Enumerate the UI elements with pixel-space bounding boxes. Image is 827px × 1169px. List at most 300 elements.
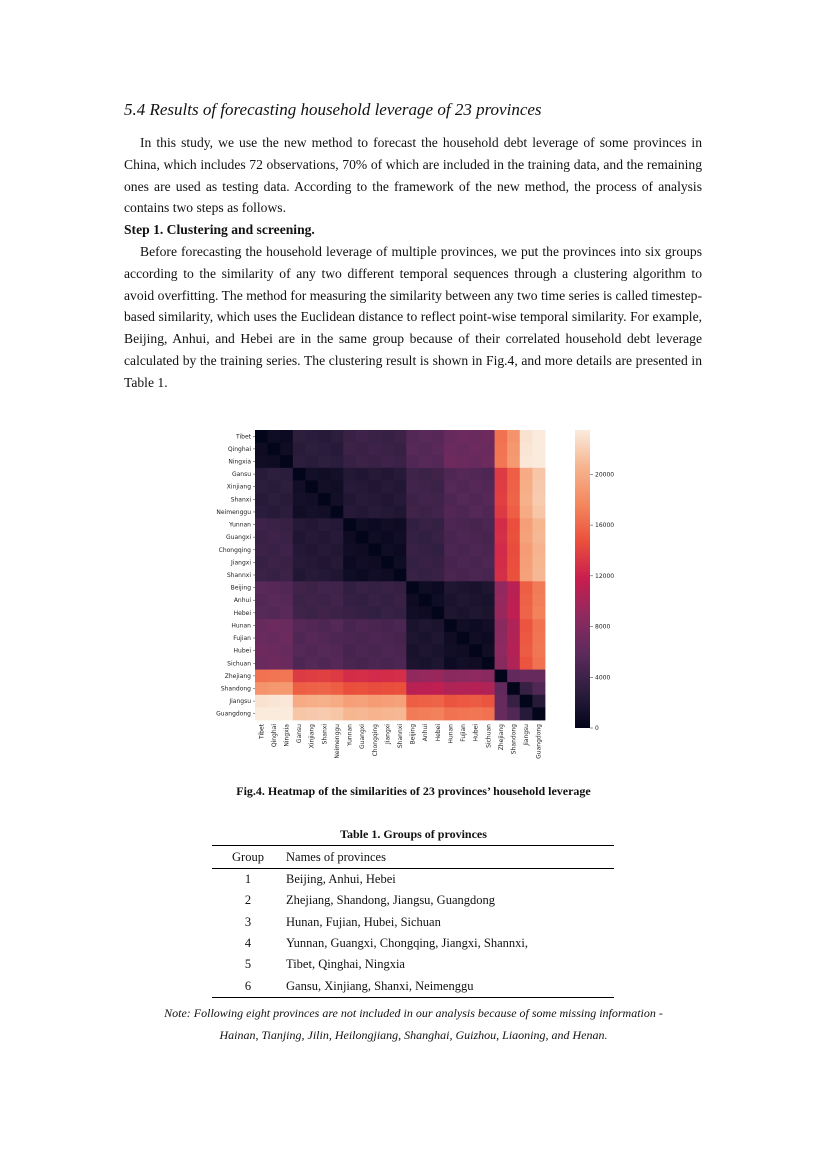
- heatmap-cell: [495, 543, 508, 556]
- heatmap-cell: [507, 644, 520, 657]
- y-tick-label: Neimenggu: [216, 508, 251, 516]
- heatmap-cell: [507, 556, 520, 569]
- heatmap-cell: [520, 506, 533, 519]
- heatmap-cell: [293, 569, 306, 582]
- heatmap-cell: [507, 707, 520, 720]
- y-tick-label: Shanxi: [230, 496, 251, 504]
- x-tick-label: Anhui: [422, 724, 430, 742]
- heatmap-cell: [305, 556, 318, 569]
- heatmap-cell: [305, 695, 318, 708]
- heatmap-cell: [432, 518, 445, 531]
- heatmap-cell: [293, 695, 306, 708]
- heatmap-cell: [469, 682, 482, 695]
- heatmap-cell: [532, 657, 545, 670]
- heatmap-cell: [495, 455, 508, 468]
- table-header-row: [212, 846, 614, 869]
- heatmap-cell: [356, 443, 369, 456]
- note-label: Note: [164, 1006, 187, 1020]
- heatmap-cell: [318, 644, 331, 657]
- heatmap-y-labels: [216, 433, 255, 717]
- table-row: [212, 890, 614, 911]
- heatmap-cell: [444, 543, 457, 556]
- heatmap-cell: [368, 670, 381, 683]
- group-provinces: Beijing, Anhui, Hebei: [286, 872, 396, 887]
- heatmap-cell: [457, 543, 470, 556]
- x-tick-label: Fujian: [460, 724, 468, 742]
- heatmap-cell: [444, 682, 457, 695]
- heatmap-cell: [381, 632, 394, 645]
- heatmap-cell: [532, 518, 545, 531]
- heatmap-cell: [268, 543, 281, 556]
- heatmap-cell: [280, 506, 293, 519]
- heatmap-cell: [495, 695, 508, 708]
- heatmap-cell: [268, 506, 281, 519]
- heatmap-cell: [532, 569, 545, 582]
- heatmap-cell: [356, 455, 369, 468]
- heatmap-cell: [268, 556, 281, 569]
- heatmap-cell: [331, 430, 344, 443]
- y-tick-label: Tibet: [236, 433, 251, 441]
- heatmap-cell: [318, 657, 331, 670]
- heatmap-cell: [280, 632, 293, 645]
- heatmap-cell: [280, 430, 293, 443]
- heatmap-cell: [457, 594, 470, 607]
- heatmap-cell: [368, 543, 381, 556]
- heatmap-cell: [432, 443, 445, 456]
- heatmap-cell: [406, 543, 419, 556]
- heatmap-cell: [394, 430, 407, 443]
- heatmap-cell: [280, 480, 293, 493]
- heatmap-cell: [507, 430, 520, 443]
- heatmap-cell: [268, 657, 281, 670]
- heatmap-cell: [255, 707, 268, 720]
- heatmap-x-labels: [258, 723, 542, 758]
- heatmap-cell: [381, 506, 394, 519]
- heatmap-cell: [419, 632, 432, 645]
- heatmap-cell: [268, 619, 281, 632]
- heatmap-cell: [457, 480, 470, 493]
- heatmap-cell: [394, 607, 407, 620]
- heatmap-cell: [318, 707, 331, 720]
- heatmap-cell: [356, 594, 369, 607]
- heatmap-cell: [268, 670, 281, 683]
- heatmap-cell: [532, 594, 545, 607]
- heatmap-cell: [507, 657, 520, 670]
- heatmap-cell: [520, 480, 533, 493]
- heatmap-cell: [469, 569, 482, 582]
- heatmap-cell: [532, 670, 545, 683]
- heatmap-cell: [305, 632, 318, 645]
- heatmap-cell: [356, 493, 369, 506]
- heatmap-cell: [305, 518, 318, 531]
- heatmap-cell: [482, 531, 495, 544]
- heatmap-cell: [444, 430, 457, 443]
- heatmap-cell: [381, 644, 394, 657]
- heatmap-cell: [406, 632, 419, 645]
- heatmap-cell: [381, 480, 394, 493]
- heatmap-cell: [356, 707, 369, 720]
- heatmap-cell: [482, 430, 495, 443]
- heatmap-cell: [305, 506, 318, 519]
- heatmap-cell: [394, 468, 407, 481]
- heatmap-cell: [255, 506, 268, 519]
- heatmap-cell: [520, 430, 533, 443]
- heatmap-cell: [406, 430, 419, 443]
- heatmap-cell: [293, 430, 306, 443]
- heatmap-cell: [495, 569, 508, 582]
- heatmap-cell: [507, 619, 520, 632]
- heatmap-cell: [532, 695, 545, 708]
- heatmap-cell: [394, 594, 407, 607]
- heatmap-cell: [495, 443, 508, 456]
- heatmap-cell: [495, 468, 508, 481]
- heatmap-cell: [318, 619, 331, 632]
- heatmap-cell: [280, 619, 293, 632]
- heatmap-cell: [457, 581, 470, 594]
- heatmap-cell: [318, 455, 331, 468]
- colorbar-tick-label: 20000: [595, 471, 615, 479]
- heatmap-cell: [381, 430, 394, 443]
- heatmap-cell: [444, 493, 457, 506]
- heatmap-cell: [268, 682, 281, 695]
- heatmap-cell: [444, 695, 457, 708]
- heatmap-cell: [419, 556, 432, 569]
- heatmap-cell: [305, 531, 318, 544]
- heatmap-cell: [356, 430, 369, 443]
- heatmap-cell: [381, 581, 394, 594]
- heatmap-cell: [495, 644, 508, 657]
- heatmap-cell: [394, 556, 407, 569]
- y-tick-label: Fujian: [233, 635, 251, 643]
- heatmap-cell: [381, 543, 394, 556]
- heatmap-cell: [444, 531, 457, 544]
- heatmap-cell: [432, 707, 445, 720]
- heatmap-cell: [381, 531, 394, 544]
- heatmap-cell: [280, 607, 293, 620]
- heatmap-cell: [280, 644, 293, 657]
- heatmap-cell: [532, 619, 545, 632]
- heatmap-cell: [520, 657, 533, 670]
- heatmap-cell: [381, 455, 394, 468]
- colorbar: [575, 430, 590, 728]
- heatmap-cell: [305, 468, 318, 481]
- heatmap-cell: [318, 480, 331, 493]
- heatmap-cell: [356, 682, 369, 695]
- heatmap-cell: [444, 644, 457, 657]
- group-provinces: Zhejiang, Shandong, Jiangsu, Guangdong: [286, 893, 496, 908]
- heatmap-cell: [432, 670, 445, 683]
- heatmap-cell: [532, 644, 545, 657]
- heatmap-cell: [507, 543, 520, 556]
- x-tick-label: Ningxia: [283, 724, 291, 747]
- heatmap-cell: [280, 518, 293, 531]
- clustering-paragraph: Before forecasting the household leverage of multiple provinces, we put the provinces into six groups according to the similarity of any two different temporal sequences through a clustering algorithm to avoid overfitting. The method for measuring the similarity between any two time series is called timestep-based similarity, which uses the Euclidean distance to reflect point-wise temporal similarity. For example, Beijing, Anhui, and Hebei are in the same group because of their correlated household debt leverage calculated by the training series. The clustering result is shown in Fig.4, and more details are presented in Table 1.: [124, 244, 702, 390]
- heatmap-cell: [368, 607, 381, 620]
- y-tick-label: Sichuan: [227, 660, 251, 668]
- heatmap-cell: [406, 468, 419, 481]
- heatmap-cell: [507, 531, 520, 544]
- heatmap-cell: [280, 468, 293, 481]
- heatmap-cell: [444, 594, 457, 607]
- heatmap-cell: [482, 480, 495, 493]
- heatmap-cell: [268, 695, 281, 708]
- heatmap-cell: [280, 543, 293, 556]
- heatmap-cell: [507, 443, 520, 456]
- heatmap-cell: [305, 543, 318, 556]
- heatmap-cell: [457, 707, 470, 720]
- heatmap-cell: [343, 569, 356, 582]
- heatmap-cell: [331, 556, 344, 569]
- heatmap-cell: [482, 506, 495, 519]
- heatmap-cell: [406, 531, 419, 544]
- step-heading: Step 1. Clustering and screening.: [124, 222, 315, 237]
- heatmap-cell: [381, 695, 394, 708]
- heatmap-cell: [255, 670, 268, 683]
- heatmap-cell: [419, 607, 432, 620]
- heatmap-cell: [406, 695, 419, 708]
- heatmap-cell: [469, 506, 482, 519]
- heatmap-cell: [406, 443, 419, 456]
- heatmap-cell: [419, 682, 432, 695]
- heatmap-cell: [469, 518, 482, 531]
- heatmap-cell: [394, 493, 407, 506]
- heatmap-cell: [318, 670, 331, 683]
- heatmap-cell: [280, 707, 293, 720]
- heatmap-cell: [368, 695, 381, 708]
- heatmap-cell: [419, 619, 432, 632]
- heatmap-cell: [432, 543, 445, 556]
- heatmap-cell: [394, 619, 407, 632]
- heatmap-cell: [331, 644, 344, 657]
- heatmap-cell: [343, 480, 356, 493]
- heatmap-cell: [432, 531, 445, 544]
- heatmap-cell: [406, 607, 419, 620]
- heatmap-cell: [444, 506, 457, 519]
- heatmap-cell: [495, 670, 508, 683]
- group-number: 1: [244, 872, 252, 887]
- heatmap-cell: [482, 455, 495, 468]
- heatmap-cell: [331, 569, 344, 582]
- heatmap-cell: [318, 607, 331, 620]
- heatmap-cell: [268, 632, 281, 645]
- colorbar-tick-label: 16000: [595, 522, 615, 530]
- heatmap-cell: [255, 480, 268, 493]
- heatmap-cell: [444, 619, 457, 632]
- heatmap-cell: [406, 594, 419, 607]
- heatmap-cell: [368, 455, 381, 468]
- heatmap-cell: [293, 531, 306, 544]
- heatmap-cell: [318, 569, 331, 582]
- heatmap-cell: [419, 644, 432, 657]
- heatmap-cell: [419, 430, 432, 443]
- heatmap-cell: [356, 619, 369, 632]
- heatmap-cell: [419, 543, 432, 556]
- x-tick-label: Qinghai: [270, 724, 278, 748]
- group-provinces: Tibet, Qinghai, Ningxia: [286, 957, 405, 972]
- heatmap-cell: [331, 443, 344, 456]
- heatmap-cell: [268, 493, 281, 506]
- table-row: [212, 933, 614, 954]
- x-tick-label: Shannxi: [397, 724, 404, 749]
- heatmap-cell: [268, 594, 281, 607]
- y-tick-label: Chongqing: [218, 546, 251, 554]
- group-provinces: Gansu, Xinjiang, Shanxi, Neimenggu: [286, 978, 474, 993]
- heatmap-cell: [457, 506, 470, 519]
- heatmap-cell: [432, 493, 445, 506]
- group-number: 6: [244, 978, 252, 993]
- heatmap-cell: [394, 682, 407, 695]
- heatmap-cell: [381, 670, 394, 683]
- heatmap-cell: [368, 581, 381, 594]
- heatmap-cell: [331, 632, 344, 645]
- heatmap-cell: [268, 430, 281, 443]
- heatmap-cell: [432, 644, 445, 657]
- heatmap-cell: [368, 506, 381, 519]
- heatmap-cell: [305, 430, 318, 443]
- heatmap-cell: [432, 468, 445, 481]
- heatmap-cell: [457, 443, 470, 456]
- heatmap-cell: [280, 443, 293, 456]
- heatmap-cell: [495, 619, 508, 632]
- heatmap-cell: [305, 443, 318, 456]
- heatmap-cell: [406, 670, 419, 683]
- heatmap-cell: [457, 556, 470, 569]
- heatmap-cell: [419, 480, 432, 493]
- heatmap-cell: [280, 682, 293, 695]
- heatmap-cell: [444, 518, 457, 531]
- heatmap-cell: [268, 644, 281, 657]
- heatmap-cell: [419, 657, 432, 670]
- heatmap-cell: [495, 581, 508, 594]
- heatmap-cell: [532, 493, 545, 506]
- heatmap-cell: [406, 569, 419, 582]
- heatmap-cell: [482, 556, 495, 569]
- heatmap-cell: [368, 430, 381, 443]
- heatmap-cell: [495, 682, 508, 695]
- heatmap-cell: [356, 569, 369, 582]
- heatmap-cell: [343, 695, 356, 708]
- heatmap-cell: [343, 594, 356, 607]
- y-tick-label: Yunnan: [229, 521, 251, 529]
- heatmap-cell: [520, 607, 533, 620]
- heatmap-cell: [368, 644, 381, 657]
- heatmap-cell: [255, 581, 268, 594]
- colorbar-ticks: [590, 471, 614, 732]
- heatmap-cell: [381, 443, 394, 456]
- heatmap-cell: [343, 581, 356, 594]
- heatmap-cell: [406, 455, 419, 468]
- heatmap-cell: [255, 531, 268, 544]
- heatmap-cell: [280, 581, 293, 594]
- heatmap-cell: [444, 468, 457, 481]
- heatmap-cell: [293, 607, 306, 620]
- x-tick-label: Hebei: [434, 724, 442, 742]
- heatmap-cell: [268, 707, 281, 720]
- heatmap-cell: [280, 569, 293, 582]
- heatmap-cell: [419, 468, 432, 481]
- heatmap-cell: [406, 480, 419, 493]
- heatmap-cell: [381, 657, 394, 670]
- heatmap-cell: [469, 695, 482, 708]
- heatmap-cell: [381, 518, 394, 531]
- heatmap-cell: [482, 707, 495, 720]
- y-tick-label: Hubei: [233, 647, 251, 655]
- heatmap-cell: [343, 531, 356, 544]
- note-line-2: Hainan, Tianjing, Jilin, Heilongjiang, Shanghai, Guizhou, Liaoning, and Henan.: [219, 1028, 608, 1042]
- heatmap-cell: [305, 670, 318, 683]
- heatmap-cell: [495, 531, 508, 544]
- heatmap-cell: [406, 518, 419, 531]
- heatmap-cell: [343, 657, 356, 670]
- heatmap-cell: [520, 531, 533, 544]
- heatmap-cell: [356, 670, 369, 683]
- heatmap-cell: [482, 695, 495, 708]
- heatmap-cell: [293, 619, 306, 632]
- heatmap-cell: [444, 581, 457, 594]
- heatmap-cell: [419, 493, 432, 506]
- y-tick-label: Gansu: [231, 471, 251, 479]
- heatmap-cell: [268, 443, 281, 456]
- heatmap-cell: [331, 480, 344, 493]
- heatmap-cell: [343, 619, 356, 632]
- heatmap-cell: [495, 556, 508, 569]
- group-number: 3: [244, 914, 252, 929]
- heatmap-cell: [457, 682, 470, 695]
- heatmap-cell: [280, 556, 293, 569]
- heatmap-cell: [381, 468, 394, 481]
- heatmap-cell: [457, 468, 470, 481]
- heatmap-cell: [368, 518, 381, 531]
- heatmap-cell: [356, 518, 369, 531]
- figure-caption: Fig.4. Heatmap of the similarities of 23 provinces’ household leverage: [236, 784, 591, 798]
- x-tick-label: Guangdong: [535, 724, 543, 759]
- heatmap-cell: [368, 443, 381, 456]
- heatmap-cell: [520, 594, 533, 607]
- heatmap-cell: [419, 695, 432, 708]
- heatmap-cell: [457, 632, 470, 645]
- heatmap-cell: [482, 569, 495, 582]
- heatmap-cell: [495, 607, 508, 620]
- x-tick-label: Gansu: [296, 724, 304, 744]
- heatmap-cell: [331, 594, 344, 607]
- heatmap-cell: [532, 430, 545, 443]
- heatmap-cell: [432, 480, 445, 493]
- x-tick-label: Jiangsu: [523, 724, 531, 746]
- heatmap-cell: [331, 682, 344, 695]
- note-line-1: : Following eight provinces are not included in our analysis because of some missing information -: [186, 1006, 663, 1020]
- heatmap-cell: [318, 632, 331, 645]
- y-tick-label: Guangxi: [226, 534, 251, 542]
- y-tick-label: Qinghai: [227, 445, 251, 453]
- heatmap-cell: [356, 657, 369, 670]
- heatmap-cell: [469, 430, 482, 443]
- heatmap-cell: [255, 569, 268, 582]
- heatmap-cell: [532, 455, 545, 468]
- heatmap-cell: [394, 670, 407, 683]
- heatmap-cell: [432, 632, 445, 645]
- heatmap-cell: [280, 594, 293, 607]
- colorbar-tick-label: 0: [595, 725, 599, 732]
- heatmap-cell: [280, 670, 293, 683]
- heatmap-cell: [469, 468, 482, 481]
- heatmap-cell: [318, 695, 331, 708]
- heatmap-cell: [305, 644, 318, 657]
- group-provinces: Hunan, Fujian, Hubei, Sichuan: [286, 914, 441, 929]
- heatmap-cell: [331, 707, 344, 720]
- heatmap-cell: [444, 707, 457, 720]
- heatmap-cell: [507, 518, 520, 531]
- heatmap-cell: [255, 493, 268, 506]
